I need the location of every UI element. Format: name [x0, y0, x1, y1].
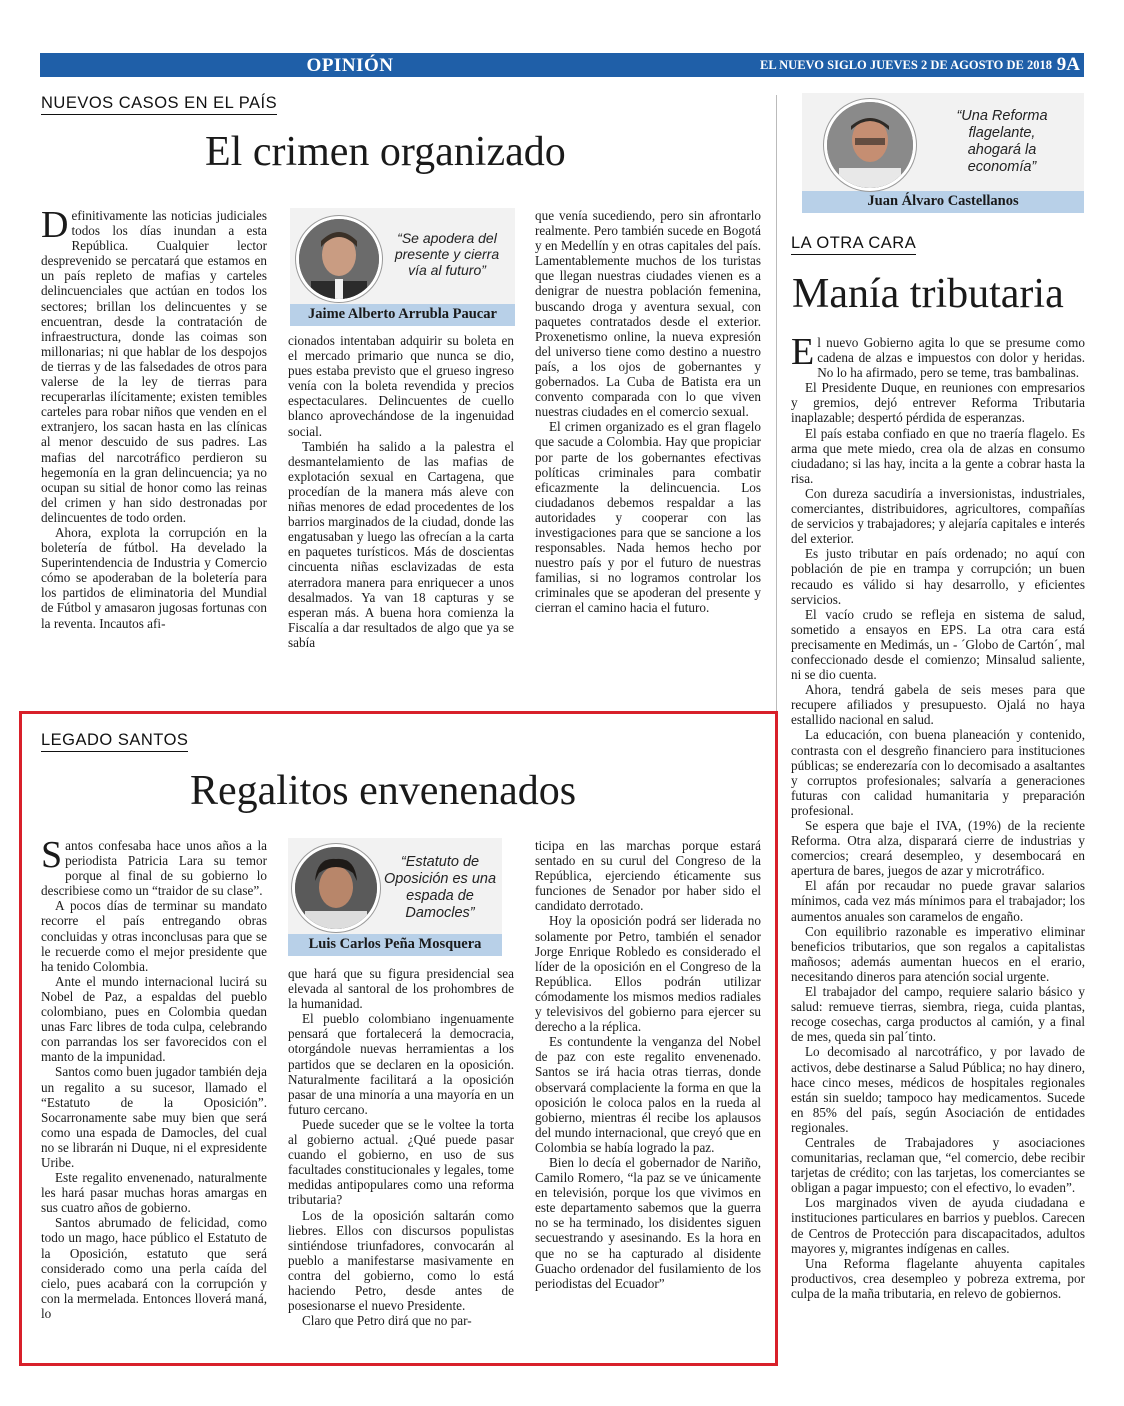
paragraph: [791, 335, 1085, 380]
paragraph-text: Centrales de Trabajadores y asociaciones comunitarias, reclaman que, “el comercio, debe recibir tarjetas de crédito; con las tarjetas, los comerciantes se obligan a pagar impuesto; con el efectivo, lo evaden”.: [791, 1134, 1085, 1196]
paragraph: [791, 607, 1085, 682]
paragraph: [288, 1208, 514, 1314]
article3-kicker: LA OTRA CARA: [791, 234, 916, 255]
section-header-bar: [40, 53, 1084, 77]
paragraph: [41, 1064, 267, 1170]
article1-column-2: [288, 333, 514, 673]
paragraph: [791, 1044, 1085, 1135]
paragraph: [791, 727, 1085, 818]
paragraph: [791, 380, 1085, 425]
paragraph: [535, 419, 761, 615]
article3-author: Juan Álvaro Castellanos: [867, 193, 1019, 209]
paragraph: [41, 1215, 267, 1321]
paragraph: [535, 838, 761, 913]
paragraph-text: Con dureza sacudiría a inversionistas, industriales, comerciantes, distribuidores, agricultores, compañías de servicios y trabajadores; y alejaría capitales e interés del exterior.: [791, 485, 1085, 547]
paragraph-text: que venía sucediendo, pero sin afrontarlo realmente. Pero también sucede en Bogotá y en Medellín y en otras capitales del país. Lamentablemente muchos de los turistas que llegan nuestras ciudades vienen es a denigrar de nuestra población femenina, buscando droga y aventura sexual, con paquetes contratados desde el exterior. Proxenetismo online, la nueva expresión del universo tiene como destino a nuestro país, a los ojos de gobernantes y gobernados. La Cuba de Batista era un convento comparada con lo que viven nuestras ciudades en el comercio sexual.: [535, 208, 761, 420]
article1-author: Jaime Alberto Arrubla Paucar: [308, 306, 497, 322]
paragraph-text: También ha salido a la palestra el desmantelamiento de las mafias de explotación sexual en Cartagena, que procedían de la manera más aleve con niñas menores de edad procedentes de los barrios marginados de la ciudad, donde las engatusaban y luego las ofrecían a la carta en paquetes turísticos. Más de doscientas cincuenta niñas esclavizadas de esta aterradora manera para enriquecer a unos desalmados. Ya van 18 capturas y se esperan más. A buena hora comienza la Fiscalía a dar resultados de algo que ya se sabía: [288, 438, 514, 650]
article2-column-3: [535, 838, 761, 1348]
paragraph: [791, 1256, 1085, 1301]
paragraph-text: Claro que Petro dirá que no par-: [302, 1313, 472, 1329]
drop-cap: D: [41, 208, 69, 246]
paragraph-text: Bien lo decía el gobernador de Nariño, Camilo Romero, “la paz se ve únicamente en televisión, porque los que vivimos en este departamento sabemos que la guerra no se ha terminado, los disidentes siguen secuestrando y asesinando. Es la hora en que no se ha capturado al disidente Guacho ordenador del fusilamiento de los periodistas del Ecuador”: [535, 1154, 761, 1291]
paragraph-text: A pocos días de terminar su mandato recorre el país entregando obras concluidas y otras inconclusas para que se le recuerde como el mejor presidente que ha tenido Colombia.: [41, 898, 267, 974]
paragraph: [791, 984, 1085, 1044]
paragraph: [791, 426, 1085, 486]
paragraph-text: Este regalito envenenado, naturalmente les hará pasar muchas horas amargas en sus cuatro años de gobierno.: [41, 1170, 267, 1216]
paragraph: [288, 1011, 514, 1117]
paragraph: [535, 208, 761, 419]
paragraph-text: Puede suceder que se le voltee la torta al gobierno actual. ¿Qué puede pasar cuando el gobierno, en uso de sus facultades constitucionales y legales, tome medidas antipopulares como una reforma tributaria?: [288, 1116, 514, 1208]
author-photo: [824, 99, 916, 191]
drop-cap: E: [791, 335, 815, 373]
article1-title: El crimen organizado: [205, 129, 566, 175]
paragraph-text: El afán por recaudar no puede gravar salarios mínimos, cada vez más mínimos para el trabajador; los aumentos anuales son caramelos de engaño.: [791, 878, 1085, 924]
paragraph-text: Santos como buen jugador también deja un regalito a su sucesor, llamado el “Estatuto de la Oposición”. Socarronamente sabe muy bien que será como una espada de Damocles, del cual no se librarán ni Duque, ni el expresidente Uribe.: [41, 1064, 267, 1170]
article2-column-1: [41, 838, 267, 1348]
paragraph-text: antos confesaba hace unos años a la periodista Patricia Lara su temor porque al final de su gobierno lo describiese como un “traidor de su clase”.: [41, 838, 267, 899]
article3-quote: “Una Reforma flagelante, ahogará la economía”: [956, 108, 1048, 175]
paragraph: [791, 546, 1085, 606]
paragraph-text: Los de la oposición saltarán como liebres. Ellos con discursos populistas sintiéndose triunfadores, convocarán al pueblo a manifestarse masivamente en contra del gobierno, como lo está haciendo Petro, desde antes de posesionarse el nuevo Presidente.: [288, 1207, 514, 1314]
paragraph: [791, 878, 1085, 923]
paragraph-text: El vacío crudo se refleja en sistema de salud, sometido a ensayos en EPS. La otra cara está precisamente en Medimás, un - ´Globo de Cartón´, mal confeccionado desde el comienzo; Minsalud saliente, ni se dio cuenta.: [791, 606, 1085, 683]
paragraph: [288, 966, 514, 1011]
article3-column-1: [791, 335, 1085, 1355]
article2-quote: “Estatuto de Oposición es una espada de Damocles”: [383, 854, 497, 921]
section-name: OPINIÓN: [306, 55, 394, 76]
paragraph: [288, 1117, 514, 1208]
paragraph: [41, 208, 267, 525]
paragraph-text: Hoy la oposición podrá ser liderada no solamente por Petro, también el senador Jorge Enrique Robledo es considerado el líder de la oposición en el Congreso de la República. Ellos podrán utilizar cómodamente los mismos medios radiales y televisivos del gobierno para ejercer su derecho a la réplica.: [535, 913, 761, 1035]
page-number: 9A: [1056, 54, 1080, 75]
article1-quote: “Se apodera del presente y cierra vía al futuro”: [394, 230, 500, 278]
article3-quote-box: [802, 93, 1084, 213]
author-photo: [292, 844, 380, 932]
paragraph: [791, 486, 1085, 546]
paragraph: [791, 1135, 1085, 1195]
paragraph-text: Una Reforma flagelante ahuyenta capitales productivos, crea desempleo y pobreza extrema, por culpa de la maña tributaria, en relevo de gobiernos.: [791, 1255, 1085, 1301]
paragraph-text: efinitivamente las noticias judiciales todos los días inundan a esta República. Cualquier lector desprevenido se percatará que estamos en un país repleto de mafias y carteles delincuenciales que actúan en todos los sectores; brillan los delincuentes y se encuentran, desde la contratación de infraestructura, donde las coimas son millonarias; ni que hablar de los despojos de tierras y de las falsedades de otros para valerse de la ley de tierras para recuperarlas ilícitamente; existen temibles carteles para robar niños que venden en el extranjero, los sacan hasta en las clínicas al menor descuido de sus padres. Las mafias del narcotráfico perdieron su hegemonía en la gran delincuencia; ya no ocupan su sitial de honor como las reinas del crimen y han sido destronadas por delincuentes de todo orden.: [41, 208, 267, 525]
paragraph-text: Ante el mundo internacional lucirá su Nobel de Paz, a espaldas del pueblo colombiano, pues en Colombia quedan unas Farc libres de toda culpa, celebrando con parrandas los ser favorecidos con el manto de la impunidad.: [41, 973, 267, 1065]
paragraph: [288, 439, 514, 650]
paragraph-text: El crimen organizado es el gran flagelo que sacude a Colombia. Hay que propiciar por parte de los gobernantes efectivas políticas criminales para combatir eficazmente la delincuencia. Los ciudadanos debemos respaldar a las autoridades y cooperar con las investigaciones para que se sancione a los responsables. Nada hemos hecho por nuestro país y por el futuro de nuestras familias, si no logramos controlar los criminales que se apoderan del presente y cierran el camino hacia el futuro.: [535, 419, 761, 616]
article1-kicker: NUEVOS CASOS EN EL PAÍS: [41, 94, 277, 115]
paragraph-text: El país estaba confiado en que no traería flagelo. Es arma que mete miedo, crea ola de alzas en consumo ciudadano; si las hay, incita a la gente a cobrar hasta la risa.: [791, 425, 1085, 486]
paragraph-text: que hará que su figura presidencial sea elevada al santoral de los prohombres de la humanidad.: [288, 966, 514, 1012]
paragraph-text: ticipa en las marchas porque estará sentado en su curul del Congreso de la República, ejerciendo éticamente sus funciones de Senador por haber sido el candidato derrotado.: [535, 838, 761, 914]
article2-quote-box: [288, 838, 502, 956]
paragraph: [791, 818, 1085, 878]
paragraph-text: El trabajador del campo, requiere salario básico y salud: remueve tierras, siembra, riega, cuida plantas, recoge cosechas, carga productos al camión, y a final de mes, queda sin pal´tinto.: [791, 984, 1085, 1045]
article1-column-1: [41, 208, 267, 678]
paragraph: [41, 898, 267, 973]
publication-date: EL NUEVO SIGLO JUEVES 2 DE AGOSTO DE 2018: [760, 58, 1052, 72]
paragraph-text: Ahora, explota la corrupción en la boletería de fútbol. Ha develado la Superintendencia de Industria y Comercio cómo se apoderaban de la boletería para los partidos de eliminatoria del Mundial de Fútbol y amasaron jugosas fortunas con la reventa. Incautos afi-: [41, 524, 267, 631]
paragraph-text: El Presidente Duque, en reuniones con empresarios y gremios, dejó entrever Reforma Tributaria inaplazable; despertó pérdida de esperanzas.: [791, 380, 1085, 426]
paragraph: [791, 924, 1085, 984]
paragraph-text: El pueblo colombiano ingenuamente pensará que fortalecerá la democracia, otorgándole nuevas herramientas a los partidos que se declaren en la oposición. Naturalmente facilitará a la oposición pasar de una minoría a una mayoría en un futuro cercano.: [288, 1011, 514, 1117]
paragraph-text: cionados intentaban adquirir su boleta en el mercado primario que nunca se dio, pues estaba previsto que el grueso ingreso venía con la boleta revendida y precios espectaculares. Delincuentes de cuello blanco aprovechándose de la ingenuidad social.: [288, 333, 514, 439]
paragraph-text: Santos abrumado de felicidad, como todo un mago, hace público el Estatuto de la Oposición, estatuto que será considerado como una perla caída del cielo, pues acabará con la corrupción y con la mermelada. Entonces lloverá maná, lo: [41, 1215, 267, 1321]
paragraph-text: l nuevo Gobierno agita lo que se presume como cadena de alzas e impuestos con dolor y heridas. No lo ha afirmado, pero se teme, tras bambalinas.: [817, 335, 1085, 381]
paragraph: [791, 682, 1085, 727]
paragraph-text: Se espera que baje el IVA, (19%) de la reciente Reforma. Otra alza, disparará cierre de industrias y comercios; creará desempleo, y desembocará en apertura de bares, juegos de azar y microtráfico.: [791, 818, 1085, 879]
paragraph-text: Ahora, tendrá gabela de seis meses para que recupere afiliados y presupuesto. Ojalá no haya estallido nacional en salud.: [791, 682, 1085, 728]
paragraph: [535, 1155, 761, 1291]
paragraph: [41, 974, 267, 1065]
paragraph: [535, 1034, 761, 1155]
paragraph-text: Es contundente la venganza del Nobel de paz con este regalito envenenado. Santos se irá hacia otras tierras, donde observará complaciente la forma en que la oposición le coloca palos en la rueda al gobierno, mientras él recibe los aplausos del mundo internacional, que creyó que en Colombia se había logrado la paz.: [535, 1034, 761, 1155]
article2-author: Luis Carlos Peña Mosquera: [308, 936, 482, 952]
paragraph: [41, 838, 267, 898]
paragraph: [41, 1170, 267, 1215]
article1-quote-box: [290, 208, 515, 326]
paragraph: [41, 525, 267, 631]
article2-column-2: [288, 966, 514, 1348]
paragraph: [288, 1313, 514, 1328]
paragraph: [535, 913, 761, 1034]
paragraph: [791, 1195, 1085, 1255]
paragraph: [288, 333, 514, 439]
paragraph-text: Es justo tributar en país ordenado; no aquí con población de pie en trampa y corrupción; un buen recaudo es válido si hay desarrollo, y eficientes servicios.: [791, 546, 1085, 607]
article3-title: Manía tributaria: [792, 271, 1064, 317]
paragraph-text: Con equilibrio razonable es imperativo eliminar beneficios tributarios, que son regalos a capitalistas mañosos; además aumentan huecos en el erario, necesitando dineros para atención social urgente.: [791, 923, 1085, 984]
paragraph-text: La educación, con buena planeación y contenido, contrasta con el desgreño financiero para instituciones públicas; se enderezaría con lo decomisado a asaltantes y corruptos profesionales; salvaría a generaciones futuras con calidad humanitaria y preparación profesional.: [791, 727, 1085, 818]
article1-column-3: [535, 208, 761, 678]
article2-title: Regalitos envenenados: [190, 768, 577, 814]
article2-kicker: LEGADO SANTOS: [41, 731, 188, 752]
drop-cap: S: [41, 838, 63, 876]
paragraph-text: Los marginados viven de ayuda ciudadana e instituciones particulares en barrios y pueblos. Carecen de Centros de Protección para discapacitados, adultos mayores y, migrantes indígenas en calles.: [791, 1195, 1085, 1256]
paragraph-text: Lo decomisado al narcotráfico, y por lavado de activos, debe destinarse a Salud Pública; no hay dinero, hace cinco meses, médicos de hospitales regionales están sin sueldo; tampoco hay medicamentos. Sucede en 85% del país, según Asociación de entidades regionales.: [791, 1044, 1085, 1135]
author-photo: [296, 216, 382, 302]
